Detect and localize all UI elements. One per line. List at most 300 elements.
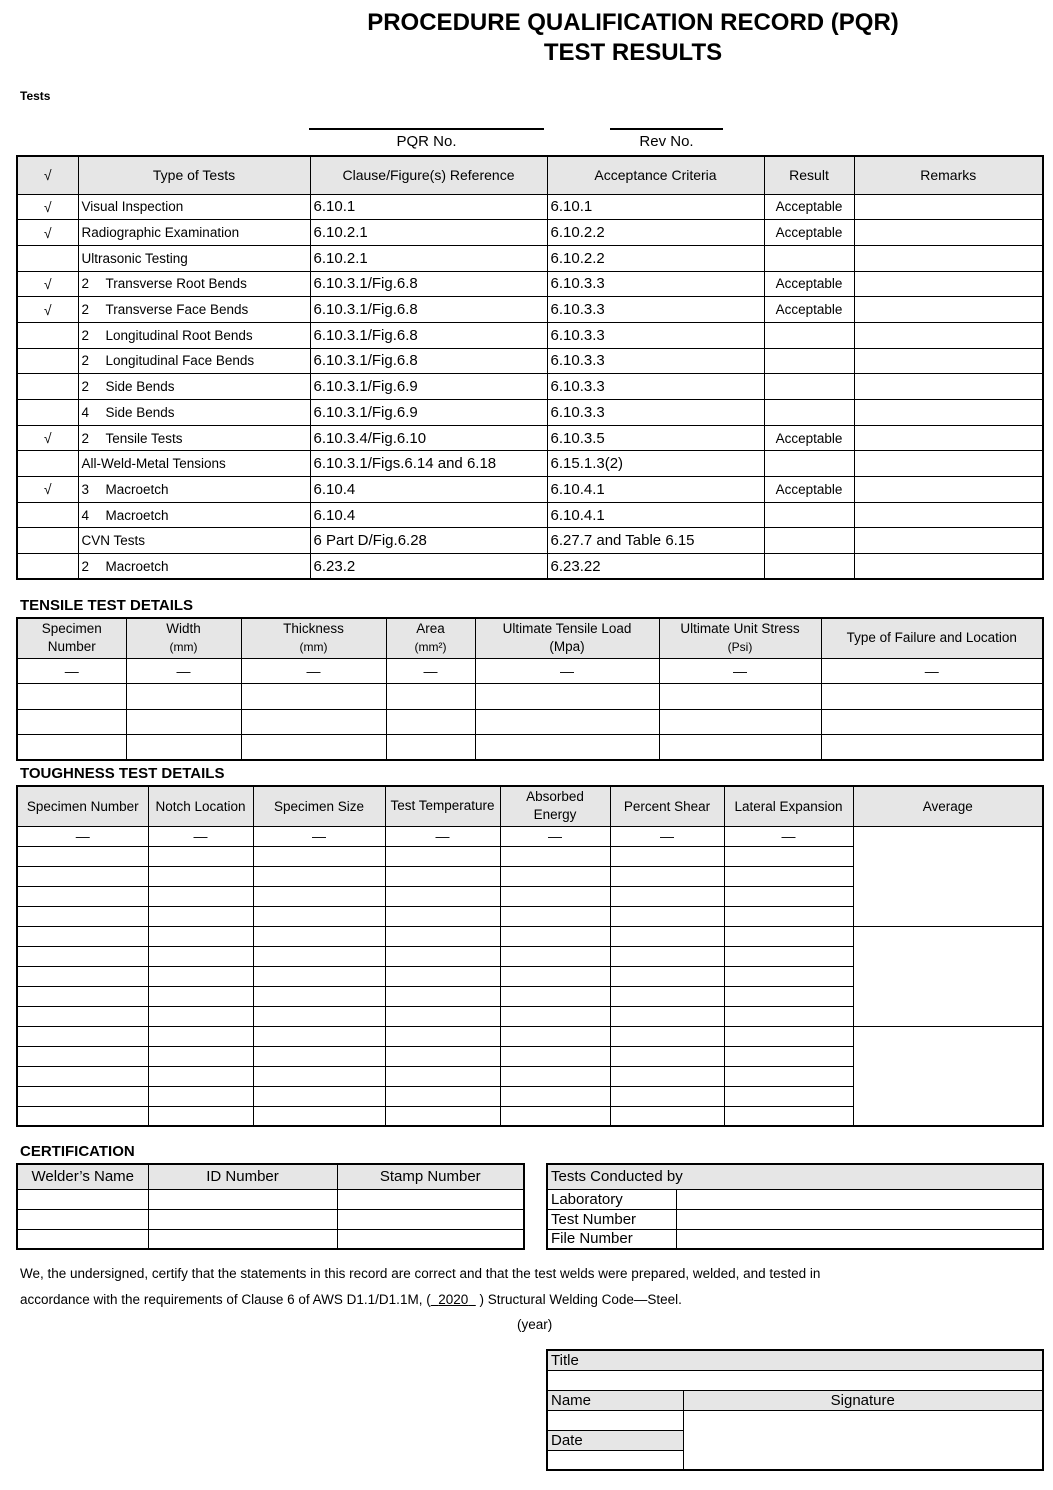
result-cell[interactable] [764, 400, 854, 426]
title-line-2: TEST RESULTS [543, 39, 723, 66]
col-clause: Clause/Figure(s) Reference [310, 156, 547, 194]
clause-cell: 6.10.4 [310, 502, 547, 528]
test-type-cell [78, 220, 310, 246]
remarks-cell[interactable] [854, 374, 1043, 400]
toughness-cell[interactable] [17, 1086, 148, 1106]
toughness-cell[interactable] [385, 1006, 500, 1026]
toughness-cell[interactable] [148, 966, 253, 986]
clause-cell: 6.10.3.1/Fig.6.9 [310, 400, 547, 426]
tensile-header-row [17, 618, 1043, 658]
toughness-cell[interactable] [724, 1046, 853, 1066]
tensile-cell[interactable] [386, 684, 475, 710]
toughness-cell[interactable] [148, 1106, 253, 1126]
welder-col-id: ID Number [148, 1164, 337, 1189]
toughness-cell[interactable] [500, 866, 610, 886]
result-cell[interactable]: Acceptable [764, 425, 854, 451]
tensile-cell[interactable] [17, 684, 126, 710]
toughness-cell[interactable] [148, 986, 253, 1006]
tests-row [17, 477, 1043, 503]
tough-col-average: Average [853, 786, 1043, 826]
tensile-col-area-unit: (mm²) [414, 640, 447, 655]
col-type: Type of Tests [78, 156, 310, 194]
tough-col-notch: Notch Location [148, 786, 253, 826]
toughness-cell[interactable] [17, 1046, 148, 1066]
tensile-cell[interactable] [475, 735, 659, 761]
tensile-cell[interactable]: — [126, 658, 241, 684]
check-cell[interactable] [17, 528, 78, 554]
toughness-cell[interactable] [500, 1066, 610, 1086]
pqr-no-label: PQR No. [396, 133, 457, 150]
tensile-cell[interactable] [821, 709, 1043, 735]
test-type-cell [78, 451, 310, 477]
check-cell[interactable]: √ [17, 194, 78, 220]
tensile-col-thickness: Thickness [283, 621, 344, 637]
col-criteria: Acceptance Criteria [547, 156, 764, 194]
result-cell[interactable] [764, 528, 854, 554]
toughness-cell[interactable] [17, 866, 148, 886]
toughness-cell[interactable] [724, 1006, 853, 1026]
tensile-cell[interactable] [386, 735, 475, 761]
check-cell[interactable] [17, 451, 78, 477]
toughness-cell[interactable] [385, 966, 500, 986]
check-cell[interactable] [17, 348, 78, 374]
toughness-cell[interactable]: — [17, 826, 148, 846]
remarks-cell[interactable] [854, 528, 1043, 554]
tensile-cell[interactable] [241, 709, 386, 735]
col-remarks: Remarks [854, 156, 1043, 194]
conducted-by-table [546, 1163, 1044, 1250]
tests-row [17, 297, 1043, 323]
criteria-cell: 6.10.2.2 [547, 245, 764, 271]
tests-row [17, 528, 1043, 554]
toughness-cell[interactable] [724, 1066, 853, 1086]
statement-part-a: accordance with the requirements of Clause 6 of AWS D1.1/D1.1M, ( [20, 1292, 431, 1307]
toughness-cell[interactable] [724, 1106, 853, 1126]
clause-cell: 6.10.3.1/Fig.6.8 [310, 297, 547, 323]
remarks-cell[interactable] [854, 425, 1043, 451]
tensile-col-stress: Ultimate Unit Stress [680, 621, 800, 637]
signature-field[interactable] [683, 1410, 1043, 1470]
criteria-cell: 6.10.3.5 [547, 425, 764, 451]
check-cell[interactable] [17, 374, 78, 400]
toughness-cell[interactable] [724, 966, 853, 986]
toughness-cell[interactable] [610, 986, 724, 1006]
certification-heading: CERTIFICATION [20, 1143, 135, 1160]
test-type: Macroetch [105, 558, 169, 574]
toughness-cell[interactable] [148, 846, 253, 866]
tests-table [16, 155, 1044, 580]
tensile-row[interactable] [17, 684, 1043, 710]
toughness-cell[interactable] [253, 886, 385, 906]
certification-statement-2 [20, 1292, 682, 1307]
tensile-cell[interactable] [475, 709, 659, 735]
welder-col-stamp: Stamp Number [337, 1164, 524, 1189]
criteria-cell: 6.15.1.3(2) [547, 451, 764, 477]
tensile-col-load: Ultimate Tensile Load [502, 621, 632, 637]
file-number-label: File Number [547, 1229, 676, 1249]
toughness-cell[interactable] [724, 886, 853, 906]
clause-cell: 6.10.1 [310, 194, 547, 220]
check-cell[interactable]: √ [17, 477, 78, 503]
toughness-cell[interactable] [17, 946, 148, 966]
result-cell[interactable]: Acceptable [764, 194, 854, 220]
toughness-cell[interactable] [17, 906, 148, 926]
check-cell[interactable]: √ [17, 297, 78, 323]
tensile-cell[interactable] [386, 709, 475, 735]
tough-col-size: Specimen Size [253, 786, 385, 826]
toughness-cell[interactable] [385, 1046, 500, 1066]
remarks-cell[interactable] [854, 502, 1043, 528]
test-type-cell [78, 245, 310, 271]
toughness-cell[interactable] [610, 1086, 724, 1106]
tests-header-row [17, 156, 1043, 194]
welder-row[interactable] [17, 1209, 524, 1229]
toughness-cell[interactable] [385, 1026, 500, 1046]
laboratory-field[interactable] [676, 1189, 1043, 1209]
tensile-cell[interactable] [126, 684, 241, 710]
title-field[interactable] [547, 1370, 1043, 1390]
result-cell[interactable] [764, 245, 854, 271]
tensile-cell[interactable]: — [386, 658, 475, 684]
tensile-heading: TENSILE TEST DETAILS [20, 597, 194, 614]
average-cell[interactable] [853, 1026, 1043, 1126]
test-qty: 2 [81, 276, 90, 292]
name-label: Name [547, 1390, 683, 1410]
pqr-no-line[interactable] [309, 128, 544, 130]
toughness-cell[interactable] [500, 886, 610, 906]
toughness-cell[interactable] [500, 926, 610, 946]
toughness-cell[interactable] [724, 986, 853, 1006]
toughness-cell[interactable] [148, 1086, 253, 1106]
toughness-cell[interactable] [148, 866, 253, 886]
tensile-cell[interactable] [659, 684, 821, 710]
toughness-cell[interactable] [724, 1026, 853, 1046]
toughness-cell[interactable]: — [385, 826, 500, 846]
title-label: Title [547, 1350, 1043, 1370]
tests-row [17, 322, 1043, 348]
toughness-cell[interactable] [385, 906, 500, 926]
toughness-cell[interactable] [610, 1026, 724, 1046]
remarks-cell[interactable] [854, 245, 1043, 271]
toughness-cell[interactable] [17, 986, 148, 1006]
toughness-cell[interactable] [253, 966, 385, 986]
toughness-cell[interactable] [610, 1106, 724, 1126]
toughness-cell[interactable] [610, 906, 724, 926]
toughness-cell[interactable] [17, 1026, 148, 1046]
remarks-cell[interactable] [854, 554, 1043, 580]
toughness-cell[interactable] [253, 1066, 385, 1086]
clause-cell: 6.10.3.1/Fig.6.8 [310, 322, 547, 348]
toughness-cell[interactable] [385, 866, 500, 886]
check-cell[interactable] [17, 502, 78, 528]
tensile-cell[interactable] [821, 684, 1043, 710]
toughness-cell[interactable] [610, 1006, 724, 1026]
toughness-cell[interactable] [724, 906, 853, 926]
test-number-field[interactable] [676, 1209, 1043, 1229]
remarks-cell[interactable] [854, 348, 1043, 374]
remarks-cell[interactable] [854, 322, 1043, 348]
certification-statement-1: We, the undersigned, certify that the statements in this record are correct and that the test welds were prepared, welded, and tested in [20, 1266, 821, 1281]
test-qty: 3 [81, 481, 90, 497]
welder-header-row [17, 1164, 524, 1189]
clause-cell: 6.10.3.1/Figs.6.14 and 6.18 [310, 451, 547, 477]
toughness-cell[interactable] [500, 946, 610, 966]
toughness-cell[interactable] [385, 986, 500, 1006]
tensile-cell[interactable]: — [475, 658, 659, 684]
date-label: Date [547, 1430, 683, 1450]
toughness-cell[interactable] [17, 926, 148, 946]
result-cell[interactable]: Acceptable [764, 477, 854, 503]
toughness-cell[interactable]: — [500, 826, 610, 846]
clause-cell: 6.10.3.1/Fig.6.9 [310, 374, 547, 400]
average-cell[interactable] [853, 926, 1043, 1026]
toughness-cell[interactable] [500, 986, 610, 1006]
file-number-field[interactable] [676, 1229, 1043, 1249]
toughness-cell[interactable] [253, 1106, 385, 1126]
toughness-cell[interactable] [724, 946, 853, 966]
toughness-cell[interactable] [253, 926, 385, 946]
toughness-cell[interactable]: — [724, 826, 853, 846]
result-cell[interactable] [764, 348, 854, 374]
tensile-cell[interactable] [17, 735, 126, 761]
tensile-cell[interactable]: — [659, 658, 821, 684]
tests-row [17, 451, 1043, 477]
tensile-cell[interactable] [659, 709, 821, 735]
remarks-cell[interactable] [854, 451, 1043, 477]
tensile-cell[interactable] [475, 684, 659, 710]
toughness-row[interactable] [17, 926, 1043, 946]
toughness-cell[interactable] [610, 1046, 724, 1066]
average-cell[interactable] [853, 826, 1043, 926]
test-type-cell [78, 528, 310, 554]
tensile-row[interactable] [17, 658, 1043, 684]
tests-body [17, 194, 1043, 579]
tough-col-lateral: Lateral Expansion [724, 786, 853, 826]
clause-cell: 6.10.3.1/Fig.6.8 [310, 348, 547, 374]
toughness-cell[interactable] [253, 866, 385, 886]
toughness-cell[interactable] [253, 1086, 385, 1106]
test-type: Macroetch [105, 507, 169, 523]
check-cell[interactable] [17, 322, 78, 348]
tensile-cell[interactable] [659, 735, 821, 761]
test-type-cell [78, 374, 310, 400]
test-type: Visual Inspection [81, 199, 184, 215]
toughness-cell[interactable] [148, 946, 253, 966]
toughness-cell[interactable] [253, 906, 385, 926]
result-cell[interactable]: Acceptable [764, 271, 854, 297]
toughness-cell[interactable] [500, 966, 610, 986]
clause-cell: 6.10.2.1 [310, 220, 547, 246]
toughness-cell[interactable] [610, 886, 724, 906]
check-cell[interactable] [17, 400, 78, 426]
tests-row [17, 554, 1043, 580]
test-type: Transverse Face Bends [105, 302, 249, 318]
tensile-col-failure: Type of Failure and Location [846, 630, 1017, 646]
remarks-cell[interactable] [854, 194, 1043, 220]
welder-table [16, 1163, 525, 1250]
test-type: CVN Tests [81, 533, 146, 549]
toughness-cell[interactable] [253, 1046, 385, 1066]
toughness-cell[interactable] [610, 846, 724, 866]
check-cell[interactable] [17, 245, 78, 271]
remarks-cell[interactable] [854, 297, 1043, 323]
tensile-cell[interactable] [126, 709, 241, 735]
test-type: Longitudinal Root Bends [105, 327, 253, 343]
tensile-cell[interactable]: — [821, 658, 1043, 684]
tensile-cell[interactable]: — [241, 658, 386, 684]
result-cell[interactable] [764, 374, 854, 400]
tough-col-energy: Absorbed Energy [500, 786, 610, 826]
toughness-cell[interactable]: — [610, 826, 724, 846]
test-type: Side Bends [105, 404, 175, 420]
tensile-cell[interactable]: — [17, 658, 126, 684]
test-type-cell [78, 271, 310, 297]
toughness-cell[interactable] [500, 1086, 610, 1106]
welder-row[interactable] [17, 1189, 524, 1209]
criteria-cell: 6.10.3.3 [547, 400, 764, 426]
toughness-cell[interactable] [724, 846, 853, 866]
toughness-cell[interactable] [17, 1006, 148, 1026]
check-cell[interactable]: √ [17, 220, 78, 246]
toughness-cell[interactable] [724, 926, 853, 946]
test-number-label: Test Number [547, 1209, 676, 1229]
page-title [0, 8, 1053, 68]
toughness-cell[interactable] [500, 1106, 610, 1126]
toughness-cell[interactable] [500, 1046, 610, 1066]
toughness-cell[interactable] [385, 1106, 500, 1126]
tensile-col-width: Width [166, 621, 201, 637]
check-cell[interactable]: √ [17, 271, 78, 297]
toughness-cell[interactable] [385, 846, 500, 866]
toughness-cell[interactable] [385, 1086, 500, 1106]
toughness-cell[interactable] [385, 926, 500, 946]
tests-row [17, 400, 1043, 426]
check-cell[interactable] [17, 554, 78, 580]
date-field[interactable] [547, 1450, 683, 1470]
criteria-cell: 6.10.4.1 [547, 477, 764, 503]
check-cell[interactable]: √ [17, 425, 78, 451]
criteria-cell: 6.10.2.2 [547, 220, 764, 246]
toughness-cell[interactable] [148, 926, 253, 946]
toughness-cell[interactable] [500, 1026, 610, 1046]
year-label: (year) [517, 1317, 553, 1332]
rev-no-line[interactable] [610, 128, 723, 130]
tough-col-temp: Test Temperature [385, 786, 500, 826]
toughness-cell[interactable] [17, 966, 148, 986]
test-type: Longitudinal Face Bends [105, 353, 255, 369]
tensile-col-load-unit: (Mpa) [549, 639, 585, 655]
toughness-cell[interactable] [385, 1066, 500, 1086]
toughness-cell[interactable] [148, 1046, 253, 1066]
toughness-cell[interactable] [385, 946, 500, 966]
toughness-cell[interactable] [385, 886, 500, 906]
criteria-cell: 6.10.3.3 [547, 348, 764, 374]
remarks-cell[interactable] [854, 400, 1043, 426]
result-cell[interactable] [764, 322, 854, 348]
remarks-cell[interactable] [854, 477, 1043, 503]
tensile-cell[interactable] [241, 735, 386, 761]
remarks-cell[interactable] [854, 220, 1043, 246]
toughness-cell[interactable] [148, 886, 253, 906]
tensile-col-stress-unit: (Psi) [727, 640, 753, 655]
toughness-cell[interactable] [610, 866, 724, 886]
toughness-cell[interactable] [148, 1066, 253, 1086]
test-type-cell [78, 425, 310, 451]
toughness-cell[interactable] [500, 1006, 610, 1026]
toughness-cell[interactable] [500, 906, 610, 926]
tensile-row[interactable] [17, 709, 1043, 735]
test-qty: 2 [81, 379, 90, 395]
result-cell[interactable] [764, 502, 854, 528]
clause-cell: 6.10.4 [310, 477, 547, 503]
tensile-cell[interactable] [241, 684, 386, 710]
toughness-cell[interactable] [500, 846, 610, 866]
year-value[interactable] [431, 1292, 476, 1307]
col-result: Result [764, 156, 854, 194]
result-cell[interactable]: Acceptable [764, 297, 854, 323]
tests-row [17, 245, 1043, 271]
tests-row [17, 348, 1043, 374]
tensile-cell[interactable] [126, 735, 241, 761]
result-cell[interactable] [764, 554, 854, 580]
criteria-cell: 6.10.3.3 [547, 297, 764, 323]
toughness-cell[interactable] [148, 1006, 253, 1026]
laboratory-label: Laboratory [547, 1189, 676, 1209]
clause-cell: 6.23.2 [310, 554, 547, 580]
tensile-cell[interactable] [821, 735, 1043, 761]
toughness-cell[interactable] [253, 946, 385, 966]
toughness-cell[interactable] [17, 846, 148, 866]
result-cell[interactable] [764, 451, 854, 477]
toughness-cell[interactable] [17, 1106, 148, 1126]
toughness-cell[interactable] [610, 1066, 724, 1086]
tensile-row[interactable] [17, 735, 1043, 761]
toughness-cell[interactable] [253, 1026, 385, 1046]
test-type: Side Bends [105, 379, 175, 395]
tensile-cell[interactable] [17, 709, 126, 735]
remarks-cell[interactable] [854, 271, 1043, 297]
toughness-row[interactable] [17, 826, 1043, 846]
test-type: Transverse Root Bends [105, 276, 247, 292]
toughness-cell[interactable] [253, 1006, 385, 1026]
toughness-row[interactable] [17, 1026, 1043, 1046]
welder-row[interactable] [17, 1229, 524, 1249]
rev-no-label: Rev No. [639, 133, 694, 150]
test-type-cell [78, 322, 310, 348]
toughness-cell[interactable] [253, 846, 385, 866]
test-qty: 2 [81, 353, 90, 369]
name-field[interactable] [547, 1410, 683, 1430]
toughness-body [17, 826, 1043, 1126]
test-qty: 4 [81, 404, 90, 420]
toughness-cell[interactable] [610, 946, 724, 966]
toughness-cell[interactable] [148, 1026, 253, 1046]
result-cell[interactable]: Acceptable [764, 220, 854, 246]
toughness-cell[interactable]: — [148, 826, 253, 846]
toughness-cell[interactable] [17, 1066, 148, 1086]
toughness-cell[interactable] [724, 1086, 853, 1106]
signature-table [546, 1349, 1044, 1471]
tests-row [17, 271, 1043, 297]
toughness-cell[interactable]: — [253, 826, 385, 846]
toughness-cell[interactable] [148, 906, 253, 926]
toughness-cell[interactable] [610, 926, 724, 946]
tensile-col-width-unit: (mm) [169, 640, 198, 655]
toughness-cell[interactable] [610, 966, 724, 986]
toughness-cell[interactable] [724, 866, 853, 886]
toughness-cell[interactable] [17, 886, 148, 906]
toughness-cell[interactable] [253, 986, 385, 1006]
